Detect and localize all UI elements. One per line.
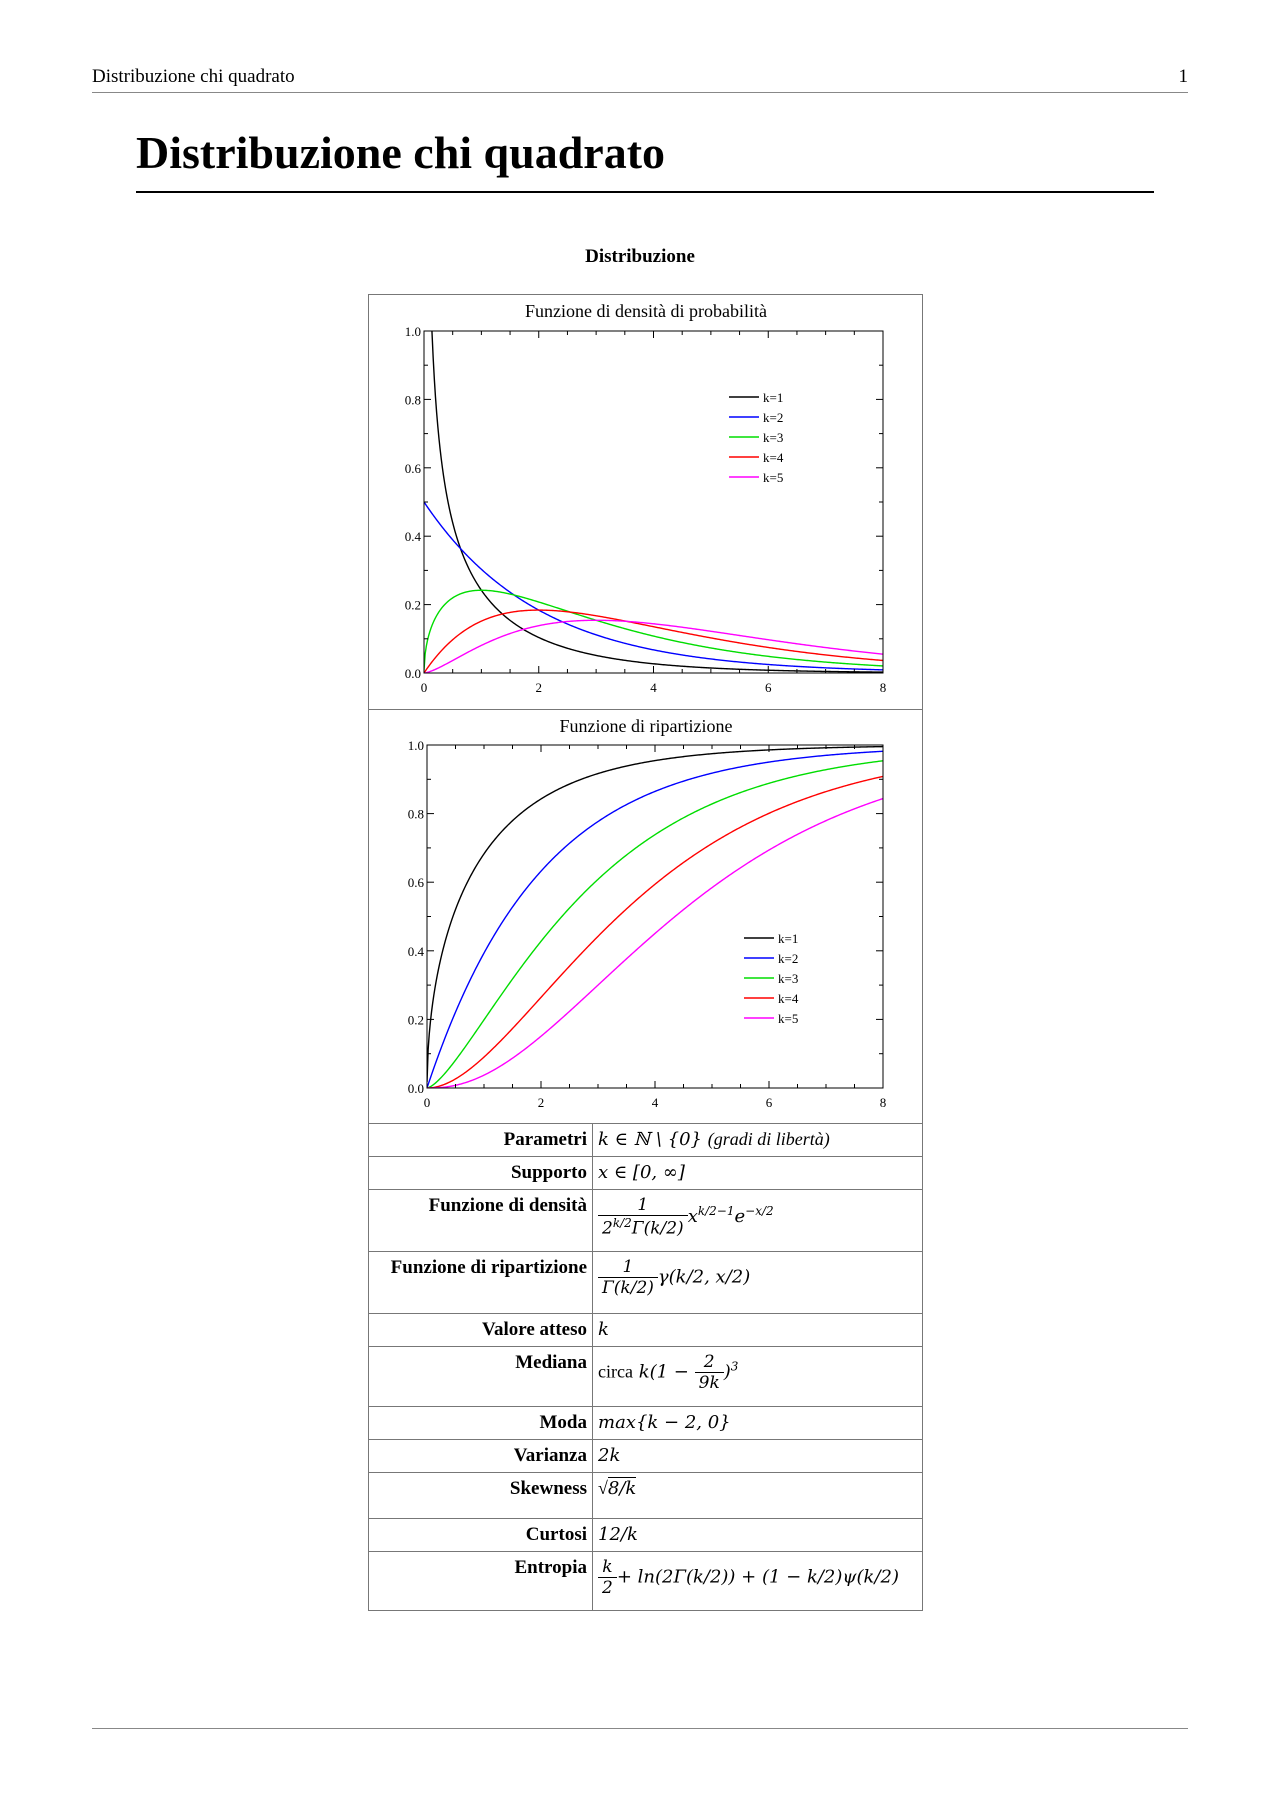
- x-tick-label: 4: [650, 680, 657, 695]
- entropy-formula: [593, 1552, 923, 1610]
- infobox-caption: Distribuzione: [585, 246, 695, 267]
- series-line-k=5: [427, 799, 883, 1088]
- plot-frame: [424, 331, 883, 673]
- series-line-k=1: [427, 747, 883, 1082]
- series-line-k=5: [424, 620, 883, 673]
- fraction-numerator: 1: [598, 1257, 658, 1278]
- row-label: Funzione di densità: [369, 1190, 593, 1252]
- table-row: [369, 1519, 922, 1552]
- density-e-exponent: −x/2: [745, 1203, 774, 1218]
- fraction-numerator: 1: [598, 1195, 688, 1216]
- running-title: Distribuzione chi quadrato: [92, 66, 295, 87]
- legend-label: k=2: [763, 410, 784, 425]
- y-tick-label: 0.6: [404, 460, 421, 476]
- median-prefix: circa: [598, 1361, 633, 1382]
- parameters-value: k ∈ ℕ \ {0}: [598, 1129, 702, 1150]
- skewness-radicand: 8/k: [607, 1478, 637, 1499]
- fraction-denominator: 9k: [698, 1373, 720, 1393]
- cdf-chart: [369, 710, 922, 1123]
- pdf-chart-cell: [369, 295, 922, 710]
- row-label: Entropia: [369, 1552, 593, 1610]
- y-tick-label: 0.8: [407, 806, 424, 822]
- series-line-k=2: [424, 502, 883, 670]
- y-tick-label: 0.0: [407, 1081, 424, 1096]
- pdf-chart: [369, 295, 922, 709]
- cdf-chart-cell: [369, 710, 922, 1124]
- kurtosis-value: 12/k: [593, 1519, 923, 1552]
- row-label: Varianza: [369, 1440, 593, 1473]
- y-tick-label: 0.4: [407, 943, 424, 959]
- density-formula: [593, 1190, 923, 1252]
- x-tick-label: 4: [651, 1095, 659, 1110]
- series-line-k=2: [427, 751, 883, 1088]
- median-fraction: [695, 1352, 724, 1393]
- table-row: [369, 1407, 922, 1440]
- row-label: Curtosi: [369, 1519, 593, 1552]
- x-tick-label: 0: [423, 1095, 431, 1110]
- sqrt-icon: √: [598, 1478, 608, 1498]
- median-formula: [593, 1347, 923, 1407]
- chart-title: Funzione di densità di probabilità: [525, 301, 767, 321]
- den-rest: Γ(k/2): [631, 1218, 684, 1239]
- x-tick-label: 8: [879, 1095, 887, 1110]
- mode-value: max{k − 2, 0}: [593, 1407, 923, 1440]
- mean-value: k: [593, 1314, 923, 1347]
- infobox: [368, 294, 923, 1611]
- x-tick-label: 0: [420, 680, 428, 695]
- legend-label: k=3: [778, 971, 799, 986]
- y-tick-label: 0.6: [407, 875, 424, 891]
- skewness-formula: [593, 1473, 923, 1519]
- median-post: ): [723, 1361, 731, 1383]
- cdf-formula: [593, 1252, 923, 1314]
- table-row: [369, 1314, 922, 1347]
- entropy-fraction: [598, 1557, 617, 1598]
- fraction-numerator: k: [598, 1557, 617, 1578]
- legend-label: k=5: [778, 1011, 799, 1026]
- median-pre: k(1 −: [638, 1361, 689, 1383]
- y-tick-label: 0.8: [404, 392, 421, 408]
- footer-rule: [92, 1728, 1188, 1729]
- page-number: 1: [1178, 66, 1188, 87]
- x-tick-label: 6: [765, 1095, 773, 1110]
- row-value: [593, 1124, 923, 1157]
- legend-label: k=3: [763, 430, 784, 445]
- fraction-denominator: [598, 1216, 688, 1239]
- row-label: Supporto: [369, 1157, 593, 1190]
- parameters-note: (gradi di libertà): [707, 1129, 830, 1149]
- legend-label: k=2: [778, 951, 799, 966]
- table-row: [369, 1552, 922, 1610]
- legend-label: k=1: [778, 931, 799, 946]
- density-fraction: [598, 1195, 688, 1239]
- table-row: [369, 1252, 922, 1314]
- fraction-denominator: Γ(k/2): [602, 1278, 654, 1298]
- variance-value: 2k: [593, 1440, 923, 1473]
- den-exponent: k/2: [612, 1216, 632, 1230]
- chart-title: Funzione di ripartizione: [559, 716, 733, 736]
- legend-label: k=4: [778, 991, 799, 1006]
- y-tick-label: 0.2: [407, 1012, 424, 1028]
- median-exponent: 3: [730, 1359, 739, 1374]
- y-tick-label: 0.2: [404, 597, 421, 613]
- density-e: e: [734, 1205, 746, 1227]
- density-x-exponent: k/2−1: [697, 1203, 735, 1218]
- row-label: Parametri: [369, 1124, 593, 1157]
- table-row: [369, 1440, 922, 1473]
- series-line-k=1: [424, 295, 883, 672]
- row-label: Valore atteso: [369, 1314, 593, 1347]
- table-row: [369, 1124, 922, 1157]
- fraction-denominator: 2: [602, 1578, 613, 1598]
- plot-frame: [427, 745, 883, 1088]
- table-row: [369, 1473, 922, 1519]
- row-label: Funzione di ripartizione: [369, 1252, 593, 1314]
- series-line-k=3: [424, 590, 883, 670]
- entropy-rest: + ln(2Γ(k/2)) + (1 − k/2)ψ(k/2): [616, 1566, 899, 1588]
- x-tick-label: 6: [765, 680, 772, 695]
- cdf-rest: γ(k/2, x/2): [657, 1266, 751, 1288]
- support-value: x ∈ [0, ∞]: [593, 1157, 923, 1190]
- legend-label: k=1: [763, 390, 784, 405]
- legend-label: k=4: [763, 450, 784, 465]
- row-label: Moda: [369, 1407, 593, 1440]
- row-label: Skewness: [369, 1473, 593, 1519]
- x-tick-label: 2: [535, 680, 542, 695]
- cdf-fraction: [598, 1257, 658, 1298]
- den-base: 2: [602, 1218, 613, 1239]
- x-tick-label: 2: [537, 1095, 545, 1110]
- series-line-k=3: [427, 761, 883, 1088]
- table-row: [369, 1190, 922, 1252]
- row-label: Mediana: [369, 1347, 593, 1407]
- table-row: [369, 1157, 922, 1190]
- x-tick-label: 8: [879, 680, 887, 695]
- density-x: x: [687, 1205, 698, 1227]
- table-row: [369, 1347, 922, 1407]
- fraction-numerator: 2: [695, 1352, 724, 1373]
- legend-label: k=5: [763, 470, 784, 485]
- running-header: [92, 64, 1188, 93]
- y-tick-label: 1.0: [407, 738, 424, 753]
- y-tick-label: 0.0: [404, 666, 421, 681]
- parameter-table: [369, 1124, 922, 1610]
- y-tick-label: 0.4: [404, 529, 421, 545]
- page-title: Distribuzione chi quadrato: [136, 126, 1154, 193]
- y-tick-label: 1.0: [404, 324, 421, 339]
